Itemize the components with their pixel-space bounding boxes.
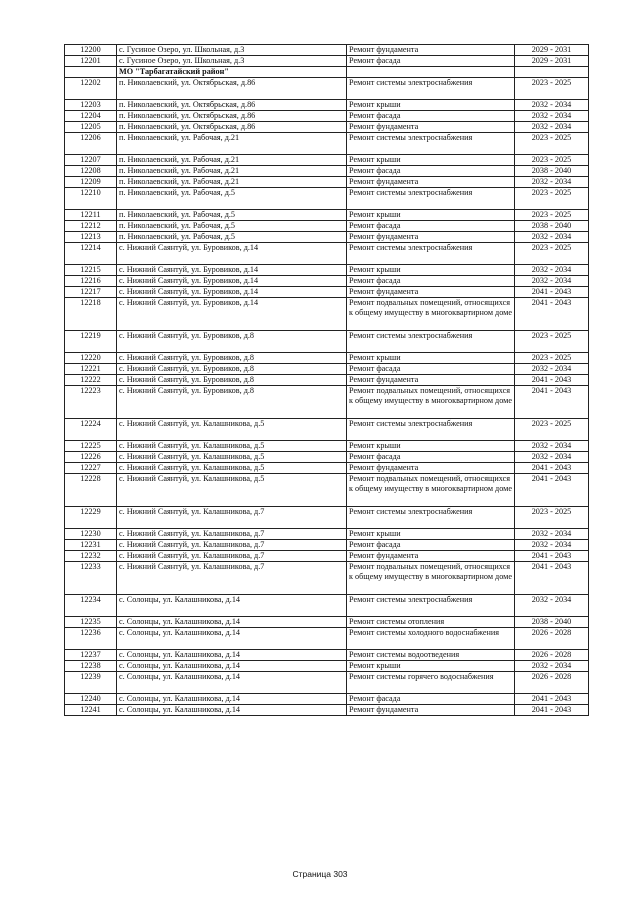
row-id-cell: 12234 (65, 595, 117, 617)
table-row (65, 705, 589, 716)
table-row (65, 188, 589, 210)
address-cell: п. Николаевский, ул. Рабочая, д.21 (117, 177, 347, 188)
row-id-cell: 12235 (65, 617, 117, 628)
work-type-cell: Ремонт системы электроснабжения (347, 133, 515, 155)
work-type-cell: Ремонт фасада (347, 452, 515, 463)
section-header-id-cell (65, 67, 117, 78)
row-id-cell: 12214 (65, 243, 117, 265)
work-type-cell: Ремонт фундамента (347, 705, 515, 716)
period-cell: 2038 - 2040 (515, 221, 589, 232)
table-row (65, 628, 589, 650)
table-row (65, 540, 589, 551)
table-row (65, 419, 589, 441)
table-row (65, 232, 589, 243)
row-id-cell: 12218 (65, 298, 117, 331)
period-cell: 2032 - 2034 (515, 100, 589, 111)
period-cell: 2041 - 2043 (515, 551, 589, 562)
address-cell: с. Нижний Саянтуй, ул. Буровиков, д.8 (117, 386, 347, 419)
period-cell: 2023 - 2025 (515, 155, 589, 166)
work-type-cell: Ремонт фасада (347, 540, 515, 551)
row-id-cell: 12236 (65, 628, 117, 650)
work-type-cell: Ремонт фундамента (347, 232, 515, 243)
work-type-cell: Ремонт системы горячего водоснабжения (347, 672, 515, 694)
work-type-cell: Ремонт подвальных помещений, относящихся к общему имуществу в многоквартирном доме (347, 298, 515, 331)
work-type-cell: Ремонт фасада (347, 221, 515, 232)
work-type-cell: Ремонт фундамента (347, 45, 515, 56)
work-type-cell: Ремонт фасада (347, 56, 515, 67)
period-cell: 2023 - 2025 (515, 210, 589, 221)
period-cell: 2041 - 2043 (515, 287, 589, 298)
address-cell: п. Николаевский, ул. Рабочая, д.5 (117, 210, 347, 221)
row-id-cell: 12204 (65, 111, 117, 122)
table-row (65, 353, 589, 364)
work-type-cell: Ремонт системы электроснабжения (347, 331, 515, 353)
period-cell: 2038 - 2040 (515, 166, 589, 177)
table-row (65, 661, 589, 672)
work-type-cell: Ремонт фундамента (347, 375, 515, 386)
works-table (64, 44, 589, 716)
address-cell: с. Нижний Саянтуй, ул. Калашникова, д.7 (117, 562, 347, 595)
table-row (65, 551, 589, 562)
row-id-cell: 12203 (65, 100, 117, 111)
table-row (65, 562, 589, 595)
work-type-cell: Ремонт крыши (347, 353, 515, 364)
work-type-cell: Ремонт фасада (347, 364, 515, 375)
table-row (65, 694, 589, 705)
address-cell: с. Нижний Саянтуй, ул. Буровиков, д.8 (117, 331, 347, 353)
period-cell: 2032 - 2034 (515, 540, 589, 551)
address-cell: п. Николаевский, ул. Октябрьская, д.86 (117, 78, 347, 100)
table-row (65, 111, 589, 122)
row-id-cell: 12205 (65, 122, 117, 133)
work-type-cell: Ремонт крыши (347, 265, 515, 276)
table-row (65, 287, 589, 298)
row-id-cell: 12215 (65, 265, 117, 276)
period-cell: 2023 - 2025 (515, 507, 589, 529)
work-type-cell: Ремонт фасада (347, 694, 515, 705)
address-cell: с. Нижний Саянтуй, ул. Буровиков, д.14 (117, 298, 347, 331)
address-cell: п. Николаевский, ул. Октябрьская, д.86 (117, 100, 347, 111)
table-row (65, 617, 589, 628)
work-type-cell: Ремонт фундамента (347, 551, 515, 562)
address-cell: с. Солонцы, ул. Калашникова, д.14 (117, 628, 347, 650)
row-id-cell: 12202 (65, 78, 117, 100)
work-type-cell: Ремонт подвальных помещений, относящихся к общему имуществу в многоквартирном доме (347, 386, 515, 419)
work-type-cell: Ремонт системы электроснабжения (347, 419, 515, 441)
work-type-cell: Ремонт фасада (347, 166, 515, 177)
section-header-row (65, 67, 589, 78)
table-row (65, 529, 589, 540)
row-id-cell: 12238 (65, 661, 117, 672)
row-id-cell: 12228 (65, 474, 117, 507)
row-id-cell: 12207 (65, 155, 117, 166)
table-row (65, 507, 589, 529)
address-cell: п. Николаевский, ул. Рабочая, д.5 (117, 188, 347, 210)
row-id-cell: 12227 (65, 463, 117, 474)
works-table-body (65, 45, 589, 716)
table-row (65, 100, 589, 111)
row-id-cell: 12211 (65, 210, 117, 221)
work-type-cell: Ремонт крыши (347, 155, 515, 166)
row-id-cell: 12208 (65, 166, 117, 177)
address-cell: с. Нижний Саянтуй, ул. Буровиков, д.14 (117, 276, 347, 287)
section-header-title: МО "Тарбагатайский район" (117, 67, 347, 78)
work-type-cell: Ремонт системы холодного водоснабжения (347, 628, 515, 650)
period-cell: 2032 - 2034 (515, 122, 589, 133)
address-cell: с. Нижний Саянтуй, ул. Калашникова, д.7 (117, 529, 347, 540)
table-row (65, 166, 589, 177)
period-cell: 2032 - 2034 (515, 529, 589, 540)
period-cell: 2026 - 2028 (515, 628, 589, 650)
table-row (65, 331, 589, 353)
row-id-cell: 12231 (65, 540, 117, 551)
row-id-cell: 12210 (65, 188, 117, 210)
work-type-cell: Ремонт фундамента (347, 463, 515, 474)
address-cell: с. Нижний Саянтуй, ул. Калашникова, д.7 (117, 551, 347, 562)
table-row (65, 177, 589, 188)
address-cell: с. Нижний Саянтуй, ул. Буровиков, д.14 (117, 265, 347, 276)
work-type-cell: Ремонт фундамента (347, 177, 515, 188)
table-row (65, 386, 589, 419)
table-row (65, 210, 589, 221)
row-id-cell: 12222 (65, 375, 117, 386)
period-cell: 2023 - 2025 (515, 78, 589, 100)
table-row (65, 441, 589, 452)
row-id-cell: 12237 (65, 650, 117, 661)
table-row (65, 595, 589, 617)
row-id-cell: 12232 (65, 551, 117, 562)
table-row (65, 364, 589, 375)
period-cell: 2038 - 2040 (515, 617, 589, 628)
work-type-cell: Ремонт крыши (347, 441, 515, 452)
address-cell: п. Николаевский, ул. Октябрьская, д.86 (117, 122, 347, 133)
work-type-cell: Ремонт фундамента (347, 287, 515, 298)
address-cell: п. Николаевский, ул. Рабочая, д.21 (117, 166, 347, 177)
row-id-cell: 12223 (65, 386, 117, 419)
work-type-cell: Ремонт системы электроснабжения (347, 507, 515, 529)
table-row (65, 463, 589, 474)
work-type-cell: Ремонт фундамента (347, 122, 515, 133)
address-cell: с. Нижний Саянтуй, ул. Калашникова, д.7 (117, 540, 347, 551)
row-id-cell: 12206 (65, 133, 117, 155)
address-cell: с. Солонцы, ул. Калашникова, д.14 (117, 650, 347, 661)
period-cell: 2041 - 2043 (515, 375, 589, 386)
period-cell: 2041 - 2043 (515, 474, 589, 507)
row-id-cell: 12240 (65, 694, 117, 705)
work-type-cell: Ремонт фасада (347, 276, 515, 287)
row-id-cell: 12212 (65, 221, 117, 232)
table-row (65, 155, 589, 166)
address-cell: с. Солонцы, ул. Калашникова, д.14 (117, 694, 347, 705)
period-cell: 2023 - 2025 (515, 353, 589, 364)
row-id-cell: 12200 (65, 45, 117, 56)
work-type-cell: Ремонт системы электроснабжения (347, 78, 515, 100)
address-cell: с. Солонцы, ул. Калашникова, д.14 (117, 672, 347, 694)
work-type-cell: Ремонт крыши (347, 529, 515, 540)
table-row (65, 243, 589, 265)
period-cell: 2023 - 2025 (515, 419, 589, 441)
work-type-cell: Ремонт системы электроснабжения (347, 188, 515, 210)
period-cell: 2029 - 2031 (515, 45, 589, 56)
work-type-cell: Ремонт системы электроснабжения (347, 243, 515, 265)
table-row (65, 276, 589, 287)
address-cell: п. Николаевский, ул. Октябрьская, д.86 (117, 111, 347, 122)
address-cell: с. Нижний Саянтуй, ул. Буровиков, д.8 (117, 375, 347, 386)
row-id-cell: 12241 (65, 705, 117, 716)
row-id-cell: 12225 (65, 441, 117, 452)
row-id-cell: 12229 (65, 507, 117, 529)
period-cell: 2023 - 2025 (515, 243, 589, 265)
address-cell: п. Николаевский, ул. Рабочая, д.21 (117, 133, 347, 155)
address-cell: п. Николаевский, ул. Рабочая, д.5 (117, 232, 347, 243)
work-type-cell: Ремонт подвальных помещений, относящихся к общему имуществу в многоквартирном доме (347, 562, 515, 595)
table-row (65, 78, 589, 100)
table-row (65, 672, 589, 694)
period-cell: 2032 - 2034 (515, 111, 589, 122)
row-id-cell: 12233 (65, 562, 117, 595)
period-cell: 2023 - 2025 (515, 188, 589, 210)
period-cell: 2041 - 2043 (515, 562, 589, 595)
table-row (65, 375, 589, 386)
period-cell: 2041 - 2043 (515, 705, 589, 716)
address-cell: с. Нижний Саянтуй, ул. Буровиков, д.14 (117, 287, 347, 298)
table-row (65, 650, 589, 661)
address-cell: п. Николаевский, ул. Рабочая, д.21 (117, 155, 347, 166)
table-row (65, 452, 589, 463)
page-number: Страница 303 (292, 869, 348, 879)
work-type-cell: Ремонт крыши (347, 100, 515, 111)
address-cell: с. Солонцы, ул. Калашникова, д.14 (117, 595, 347, 617)
period-cell: 2032 - 2034 (515, 441, 589, 452)
row-id-cell: 12209 (65, 177, 117, 188)
period-cell: 2026 - 2028 (515, 650, 589, 661)
section-header-period-cell (515, 67, 589, 78)
row-id-cell: 12220 (65, 353, 117, 364)
address-cell: с. Солонцы, ул. Калашникова, д.14 (117, 617, 347, 628)
address-cell: с. Солонцы, ул. Калашникова, д.14 (117, 705, 347, 716)
period-cell: 2023 - 2025 (515, 331, 589, 353)
address-cell: п. Николаевский, ул. Рабочая, д.5 (117, 221, 347, 232)
address-cell: с. Нижний Саянтуй, ул. Буровиков, д.8 (117, 364, 347, 375)
address-cell: с. Нижний Саянтуй, ул. Калашникова, д.5 (117, 452, 347, 463)
table-row (65, 298, 589, 331)
work-type-cell: Ремонт фасада (347, 111, 515, 122)
address-cell: с. Нижний Саянтуй, ул. Буровиков, д.14 (117, 243, 347, 265)
row-id-cell: 12221 (65, 364, 117, 375)
work-type-cell: Ремонт системы отопления (347, 617, 515, 628)
period-cell: 2032 - 2034 (515, 177, 589, 188)
address-cell: с. Солонцы, ул. Калашникова, д.14 (117, 661, 347, 672)
period-cell: 2032 - 2034 (515, 661, 589, 672)
work-type-cell: Ремонт системы водоотведения (347, 650, 515, 661)
address-cell: с. Нижний Саянтуй, ул. Калашникова, д.5 (117, 463, 347, 474)
row-id-cell: 12201 (65, 56, 117, 67)
period-cell: 2041 - 2043 (515, 463, 589, 474)
table-row (65, 265, 589, 276)
row-id-cell: 12224 (65, 419, 117, 441)
period-cell: 2032 - 2034 (515, 265, 589, 276)
address-cell: с. Нижний Саянтуй, ул. Калашникова, д.7 (117, 507, 347, 529)
period-cell: 2041 - 2043 (515, 298, 589, 331)
address-cell: с. Нижний Саянтуй, ул. Калашникова, д.5 (117, 474, 347, 507)
period-cell: 2026 - 2028 (515, 672, 589, 694)
address-cell: с. Нижний Саянтуй, ул. Калашникова, д.5 (117, 419, 347, 441)
work-type-cell: Ремонт подвальных помещений, относящихся к общему имуществу в многоквартирном доме (347, 474, 515, 507)
table-row (65, 474, 589, 507)
address-cell: с. Нижний Саянтуй, ул. Калашникова, д.5 (117, 441, 347, 452)
period-cell: 2032 - 2034 (515, 595, 589, 617)
section-header-work-cell (347, 67, 515, 78)
period-cell: 2032 - 2034 (515, 232, 589, 243)
address-cell: с. Нижний Саянтуй, ул. Буровиков, д.8 (117, 353, 347, 364)
row-id-cell: 12226 (65, 452, 117, 463)
work-type-cell: Ремонт крыши (347, 210, 515, 221)
period-cell: 2029 - 2031 (515, 56, 589, 67)
table-row (65, 133, 589, 155)
work-type-cell: Ремонт крыши (347, 661, 515, 672)
table-row (65, 221, 589, 232)
table-row (65, 122, 589, 133)
table-row (65, 56, 589, 67)
address-cell: с. Гусиное Озеро, ул. Школьная, д.3 (117, 45, 347, 56)
row-id-cell: 12230 (65, 529, 117, 540)
period-cell: 2041 - 2043 (515, 386, 589, 419)
row-id-cell: 12239 (65, 672, 117, 694)
row-id-cell: 12216 (65, 276, 117, 287)
period-cell: 2041 - 2043 (515, 694, 589, 705)
table-row (65, 45, 589, 56)
address-cell: с. Гусиное Озеро, ул. Школьная, д.3 (117, 56, 347, 67)
row-id-cell: 12213 (65, 232, 117, 243)
row-id-cell: 12219 (65, 331, 117, 353)
period-cell: 2032 - 2034 (515, 364, 589, 375)
period-cell: 2032 - 2034 (515, 452, 589, 463)
period-cell: 2023 - 2025 (515, 133, 589, 155)
row-id-cell: 12217 (65, 287, 117, 298)
period-cell: 2032 - 2034 (515, 276, 589, 287)
work-type-cell: Ремонт системы электроснабжения (347, 595, 515, 617)
